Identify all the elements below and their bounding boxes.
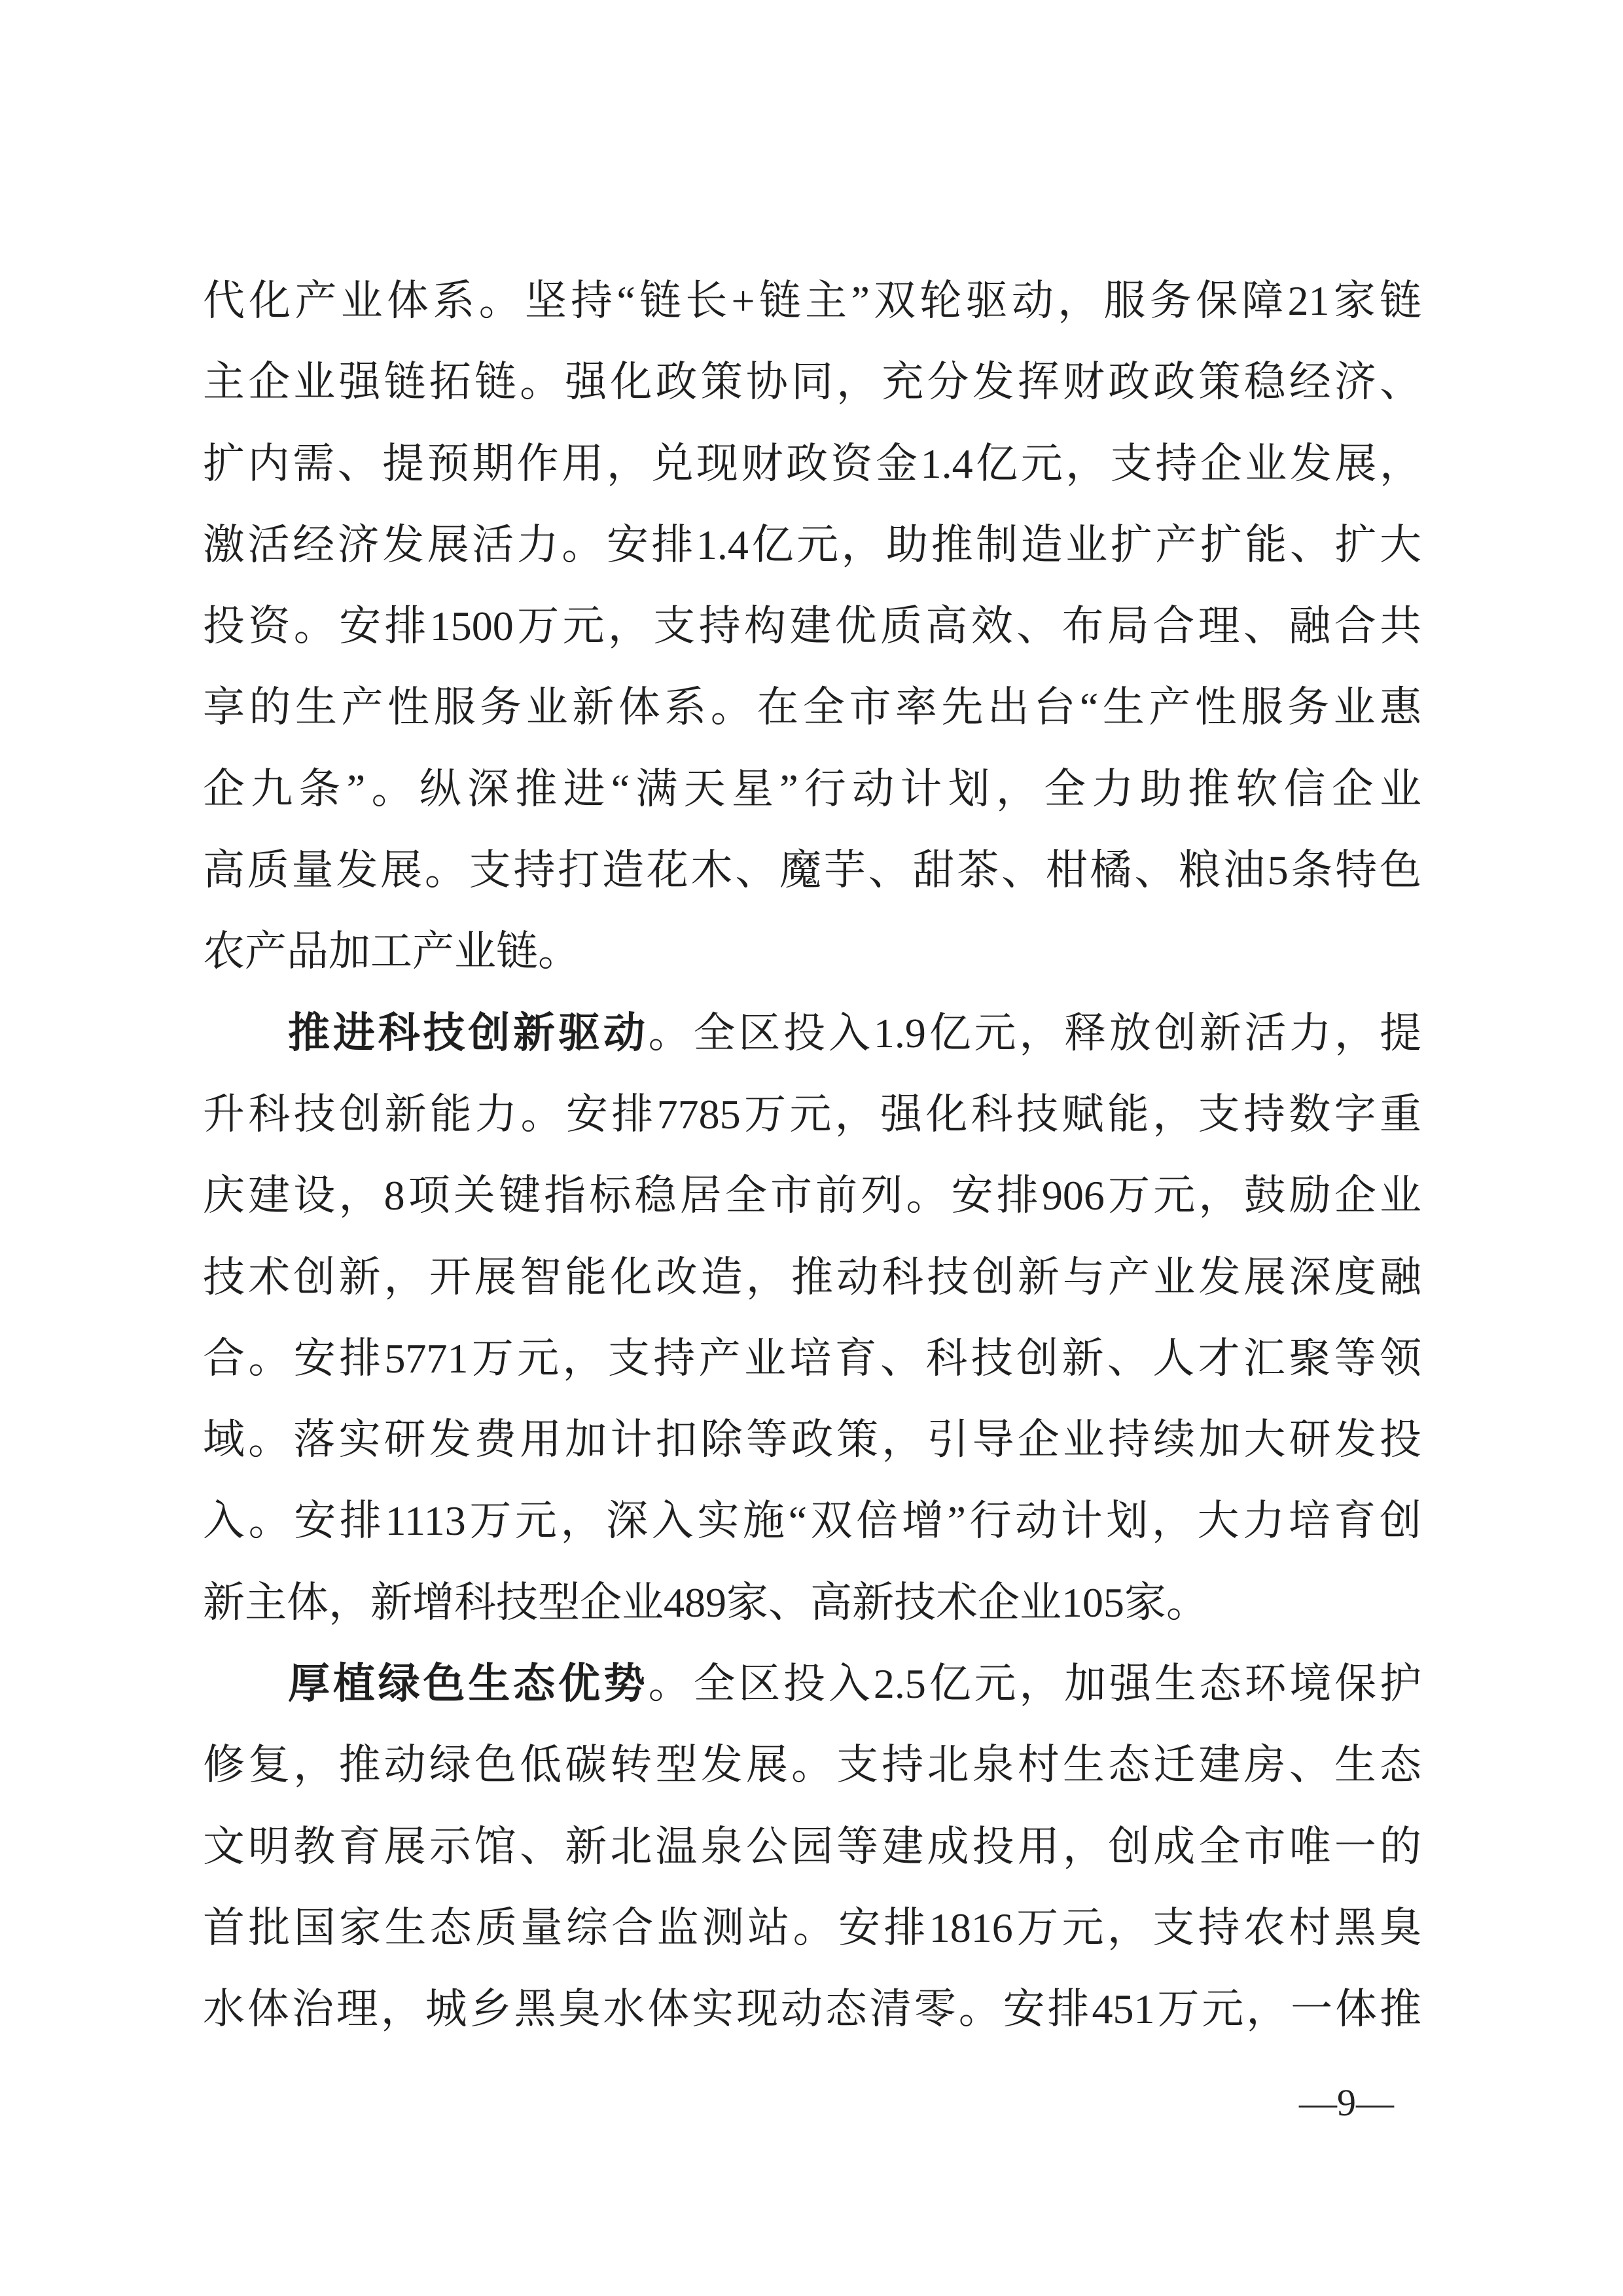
document-line <box>203 1969 1421 2050</box>
document-line <box>203 830 1421 911</box>
line-text: 新主体，新增科技型企业489家、高新技术企业105家。 <box>203 1579 1208 1626</box>
document-line <box>203 1399 1421 1480</box>
document-line <box>203 1643 1421 1725</box>
line-text: 首批国家生态质量综合监测站。安排1816万元，支持农村黑臭 <box>203 1904 1421 1951</box>
document-line <box>203 1562 1421 1643</box>
line-text: 修复，推动绿色低碳转型发展。支持北泉村生态迁建房、生态 <box>203 1742 1421 1789</box>
document-line <box>203 423 1421 505</box>
line-text: 高质量发展。支持打造花木、魔芋、甜茶、柑橘、粮油5条特色 <box>203 847 1421 894</box>
document-line <box>203 911 1421 992</box>
document-line <box>203 1480 1421 1562</box>
line-text: 水体治理，城乡黑臭水体实现动态清零。安排451万元，一体推 <box>203 1986 1421 2033</box>
document-line <box>203 667 1421 748</box>
document-line <box>203 1318 1421 1399</box>
document-line <box>203 749 1421 830</box>
page-number: —9— <box>1299 2081 1394 2124</box>
line-text: 文明教育展示馆、新北温泉公园等建成投用，创成全市唯一的 <box>203 1823 1421 1870</box>
document-line <box>203 993 1421 1074</box>
document-line <box>203 260 1421 342</box>
document-line <box>203 1888 1421 1969</box>
line-text: 合。安排5771万元，支持产业培育、科技创新、人才汇聚等领 <box>203 1335 1421 1382</box>
document-line <box>203 1725 1421 1806</box>
document-line <box>203 1155 1421 1236</box>
line-text: 享的生产性服务业新体系。在全市率先出台“生产性服务业惠 <box>203 684 1421 731</box>
line-text: 主企业强链拓链。强化政策协同，充分发挥财政政策稳经济、 <box>203 359 1421 406</box>
line-text: 入。安排1113万元，深入实施“双倍增”行动计划，大力培育创 <box>203 1498 1421 1545</box>
document-line <box>203 1806 1421 1888</box>
line-text: 升科技创新能力。安排7785万元，强化科技赋能，支持数字重 <box>203 1090 1421 1138</box>
line-text: 投资。安排1500万元，支持构建优质高效、布局合理、融合共 <box>203 603 1421 650</box>
document-line <box>203 1074 1421 1155</box>
document-line <box>203 1237 1421 1318</box>
line-text: 扩内需、提预期作用，兑现财政资金1.4亿元，支持企业发展， <box>203 440 1421 487</box>
line-text: 企九条”。纵深推进“满天星”行动计划，全力助推软信企业 <box>203 765 1421 812</box>
document-line <box>203 342 1421 423</box>
line-text: 农产品加工产业链。 <box>203 928 580 975</box>
line-text: 庆建设，8项关键指标稳居全市前列。安排906万元，鼓励企业 <box>203 1172 1421 1219</box>
paragraph-heading: 推进科技创新驱动 <box>288 1009 649 1056</box>
document-body <box>203 260 1421 2051</box>
line-text: 激活经济发展活力。安排1.4亿元，助推制造业扩产扩能、扩大 <box>203 521 1421 568</box>
line-text: 。全区投入2.5亿元，加强生态环境保护 <box>648 1660 1422 1708</box>
line-text: 域。落实研发费用加计扣除等政策，引导企业持续加大研发投 <box>203 1416 1421 1463</box>
line-text: 技术创新，开展智能化改造，推动科技创新与产业发展深度融 <box>203 1253 1421 1300</box>
document-line <box>203 505 1421 586</box>
line-text: 。全区投入1.9亿元，释放创新活力，提 <box>648 1009 1422 1056</box>
paragraph-heading: 厚植绿色生态优势 <box>288 1660 649 1708</box>
line-text: 代化产业体系。坚持“链长+链主”双轮驱动，服务保障21家链 <box>203 278 1421 324</box>
document-line <box>203 586 1421 667</box>
